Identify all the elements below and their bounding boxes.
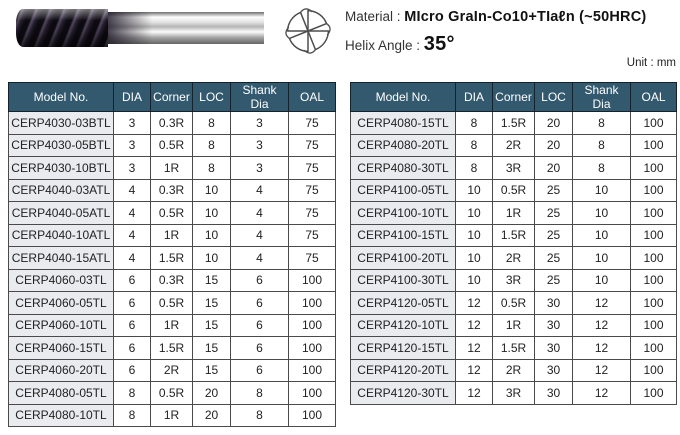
table-row [9,247,336,270]
model-no-cell: CERP4040-05ATL [9,202,114,225]
table-row [9,292,336,315]
value-cell: 3 [114,134,151,157]
value-cell: 30 [535,314,573,337]
value-cell: 6 [114,292,151,315]
model-no-cell: CERP4040-10ATL [9,224,114,247]
value-cell: 100 [631,359,677,382]
model-no-cell: CERP4120-15TL [351,337,456,360]
value-cell: 1.5R [493,224,535,247]
table-row [351,247,677,270]
value-cell: 75 [289,134,336,157]
model-no-cell: CERP4080-15TL [351,112,456,135]
value-cell: 6 [114,314,151,337]
value-cell: 75 [289,112,336,135]
flute-cross-section-icon [276,5,340,57]
value-cell: 12 [456,382,493,405]
table-row [351,179,677,202]
value-cell: 10 [193,224,231,247]
value-cell: 75 [289,247,336,270]
model-no-cell: CERP4080-05TL [9,382,114,405]
value-cell: 30 [535,359,573,382]
table-row [9,359,336,382]
value-cell: 10 [456,269,493,292]
material-line [345,8,646,26]
table-row [351,157,677,180]
value-cell: 10 [456,179,493,202]
value-cell: 100 [289,292,336,315]
value-cell: 12 [456,292,493,315]
column-header: Model No. [351,83,456,112]
value-cell: 12 [573,382,631,405]
value-cell: 30 [535,337,573,360]
value-cell: 100 [631,112,677,135]
value-cell: 0.5R [151,134,193,157]
value-cell: 100 [289,314,336,337]
table-row [9,337,336,360]
value-cell: 8 [456,157,493,180]
value-cell: 8 [193,157,231,180]
model-no-cell: CERP4080-10TL [9,404,114,427]
helix-label: Helix Angle : [345,38,424,54]
value-cell: 1R [151,157,193,180]
model-no-cell: CERP4100-05TL [351,179,456,202]
value-cell: 2R [493,134,535,157]
material-value: MIcro GraIn-Co10+TIaℓn (~50HRC) [404,9,647,25]
value-cell: 20 [193,382,231,405]
spec-table-right [350,82,677,405]
value-cell: 12 [456,314,493,337]
value-cell: 75 [289,224,336,247]
value-cell: 10 [456,247,493,270]
value-cell: 3R [493,382,535,405]
value-cell: 8 [573,134,631,157]
value-cell: 100 [631,157,677,180]
model-no-cell: CERP4060-05TL [9,292,114,315]
column-header: OAL [631,83,677,112]
value-cell: 0.3R [151,179,193,202]
value-cell: 75 [289,157,336,180]
value-cell: 10 [193,202,231,225]
value-cell: 10 [193,179,231,202]
model-no-cell: CERP4060-20TL [9,359,114,382]
value-cell: 2R [493,247,535,270]
value-cell: 10 [573,179,631,202]
model-no-cell: CERP4120-30TL [351,382,456,405]
value-cell: 100 [289,269,336,292]
value-cell: 4 [114,247,151,270]
value-cell: 8 [231,404,289,427]
model-no-cell: CERP4030-05BTL [9,134,114,157]
value-cell: 25 [535,202,573,225]
model-no-cell: CERP4030-03BTL [9,112,114,135]
model-no-cell: CERP4120-20TL [351,359,456,382]
value-cell: 100 [631,314,677,337]
value-cell: 0.5R [493,292,535,315]
value-cell: 4 [114,202,151,225]
spec-table-left-container [8,82,336,427]
model-no-cell: CERP4100-10TL [351,202,456,225]
spec-table-left [8,82,336,427]
value-cell: 2R [151,359,193,382]
value-cell: 0.5R [151,292,193,315]
value-cell: 100 [631,134,677,157]
value-cell: 75 [289,179,336,202]
spec-text-block [345,8,646,63]
value-cell: 1R [493,314,535,337]
column-header: Shank Dia [231,83,289,112]
value-cell: 8 [456,134,493,157]
value-cell: 1.5R [151,247,193,270]
end-mill-shank [106,12,264,44]
value-cell: 6 [231,292,289,315]
value-cell: 20 [535,157,573,180]
value-cell: 0.5R [151,382,193,405]
value-cell: 6 [114,269,151,292]
value-cell: 12 [573,292,631,315]
value-cell: 100 [631,337,677,360]
value-cell: 8 [193,134,231,157]
value-cell: 1.5R [493,112,535,135]
value-cell: 12 [456,359,493,382]
value-cell: 10 [573,202,631,225]
value-cell: 8 [193,112,231,135]
value-cell: 20 [535,134,573,157]
model-no-cell: CERP4060-10TL [9,314,114,337]
column-header: LOC [535,83,573,112]
table-row [351,382,677,405]
value-cell: 4 [114,179,151,202]
value-cell: 75 [289,202,336,225]
value-cell: 3 [231,157,289,180]
column-header: Corner [493,83,535,112]
value-cell: 25 [535,247,573,270]
value-cell: 6 [231,359,289,382]
value-cell: 10 [193,247,231,270]
value-cell: 100 [289,382,336,405]
model-no-cell: CERP4040-15ATL [9,247,114,270]
value-cell: 8 [114,404,151,427]
value-cell: 100 [631,292,677,315]
table-row [351,224,677,247]
table-row [9,404,336,427]
value-cell: 12 [573,359,631,382]
value-cell: 25 [535,224,573,247]
value-cell: 1R [151,404,193,427]
model-no-cell: CERP4030-10BTL [9,157,114,180]
column-header: Corner [151,83,193,112]
value-cell: 6 [114,359,151,382]
value-cell: 3 [114,157,151,180]
table-row [9,314,336,337]
value-cell: 100 [289,359,336,382]
value-cell: 10 [573,247,631,270]
value-cell: 3R [493,269,535,292]
spec-table-right-container [350,82,677,405]
value-cell: 1R [493,202,535,225]
value-cell: 20 [193,404,231,427]
value-cell: 1R [151,224,193,247]
value-cell: 10 [573,269,631,292]
table-row [351,337,677,360]
end-mill-product-photo [16,9,264,47]
table-row [351,112,677,135]
value-cell: 4 [231,202,289,225]
table-row [9,269,336,292]
value-cell: 10 [456,202,493,225]
value-cell: 8 [456,112,493,135]
value-cell: 15 [193,359,231,382]
column-header: LOC [193,83,231,112]
value-cell: 12 [573,314,631,337]
value-cell: 100 [631,269,677,292]
value-cell: 100 [289,337,336,360]
value-cell: 30 [535,382,573,405]
value-cell: 6 [231,337,289,360]
value-cell: 8 [114,382,151,405]
value-cell: 3 [114,112,151,135]
value-cell: 2R [493,359,535,382]
table-row [351,292,677,315]
value-cell: 6 [231,314,289,337]
value-cell: 4 [114,224,151,247]
value-cell: 100 [631,202,677,225]
value-cell: 3R [493,157,535,180]
table-row [351,269,677,292]
value-cell: 10 [456,224,493,247]
model-no-cell: CERP4100-30TL [351,269,456,292]
table-row [9,134,336,157]
model-no-cell: CERP4100-15TL [351,224,456,247]
model-no-cell: CERP4120-10TL [351,314,456,337]
end-mill-flutes [16,9,108,47]
value-cell: 30 [535,292,573,315]
table-row [9,202,336,225]
model-no-cell: CERP4120-05TL [351,292,456,315]
table-row [9,157,336,180]
value-cell: 0.5R [493,179,535,202]
value-cell: 4 [231,247,289,270]
value-cell: 0.3R [151,269,193,292]
value-cell: 12 [456,337,493,360]
value-cell: 1R [151,314,193,337]
value-cell: 0.3R [151,112,193,135]
model-no-cell: CERP4060-03TL [9,269,114,292]
value-cell: 100 [631,382,677,405]
unit-label: Unit : mm [626,57,676,69]
value-cell: 8 [573,112,631,135]
material-label: Material : [345,9,405,24]
value-cell: 8 [573,157,631,180]
table-row [9,224,336,247]
value-cell: 4 [231,224,289,247]
value-cell: 8 [231,382,289,405]
value-cell: 6 [231,269,289,292]
value-cell: 0.5R [151,202,193,225]
value-cell: 6 [114,337,151,360]
model-no-cell: CERP4100-20TL [351,247,456,270]
value-cell: 25 [535,269,573,292]
value-cell: 10 [573,224,631,247]
value-cell: 12 [573,337,631,360]
value-cell: 100 [631,224,677,247]
column-header: Model No. [9,83,114,112]
value-cell: 4 [231,179,289,202]
value-cell: 100 [631,179,677,202]
value-cell: 3 [231,134,289,157]
value-cell: 3 [231,112,289,135]
table-row [351,314,677,337]
model-no-cell: CERP4040-03ATL [9,179,114,202]
table-row [9,179,336,202]
value-cell: 15 [193,269,231,292]
value-cell: 15 [193,337,231,360]
value-cell: 100 [289,404,336,427]
table-row [351,134,677,157]
value-cell: 15 [193,314,231,337]
value-cell: 25 [535,179,573,202]
column-header: Shank Dia [573,83,631,112]
model-no-cell: CERP4080-20TL [351,134,456,157]
table-row [9,382,336,405]
column-header: OAL [289,83,336,112]
helix-value: 35° [423,33,455,56]
table-row [351,359,677,382]
model-no-cell: CERP4080-30TL [351,157,456,180]
column-header: DIA [114,83,151,112]
table-row [9,112,336,135]
value-cell: 100 [631,247,677,270]
value-cell: 1.5R [493,337,535,360]
table-row [351,202,677,225]
value-cell: 15 [193,292,231,315]
value-cell: 20 [535,112,573,135]
model-no-cell: CERP4060-15TL [9,337,114,360]
helix-angle-line [345,32,646,57]
value-cell: 1.5R [151,337,193,360]
column-header: DIA [456,83,493,112]
